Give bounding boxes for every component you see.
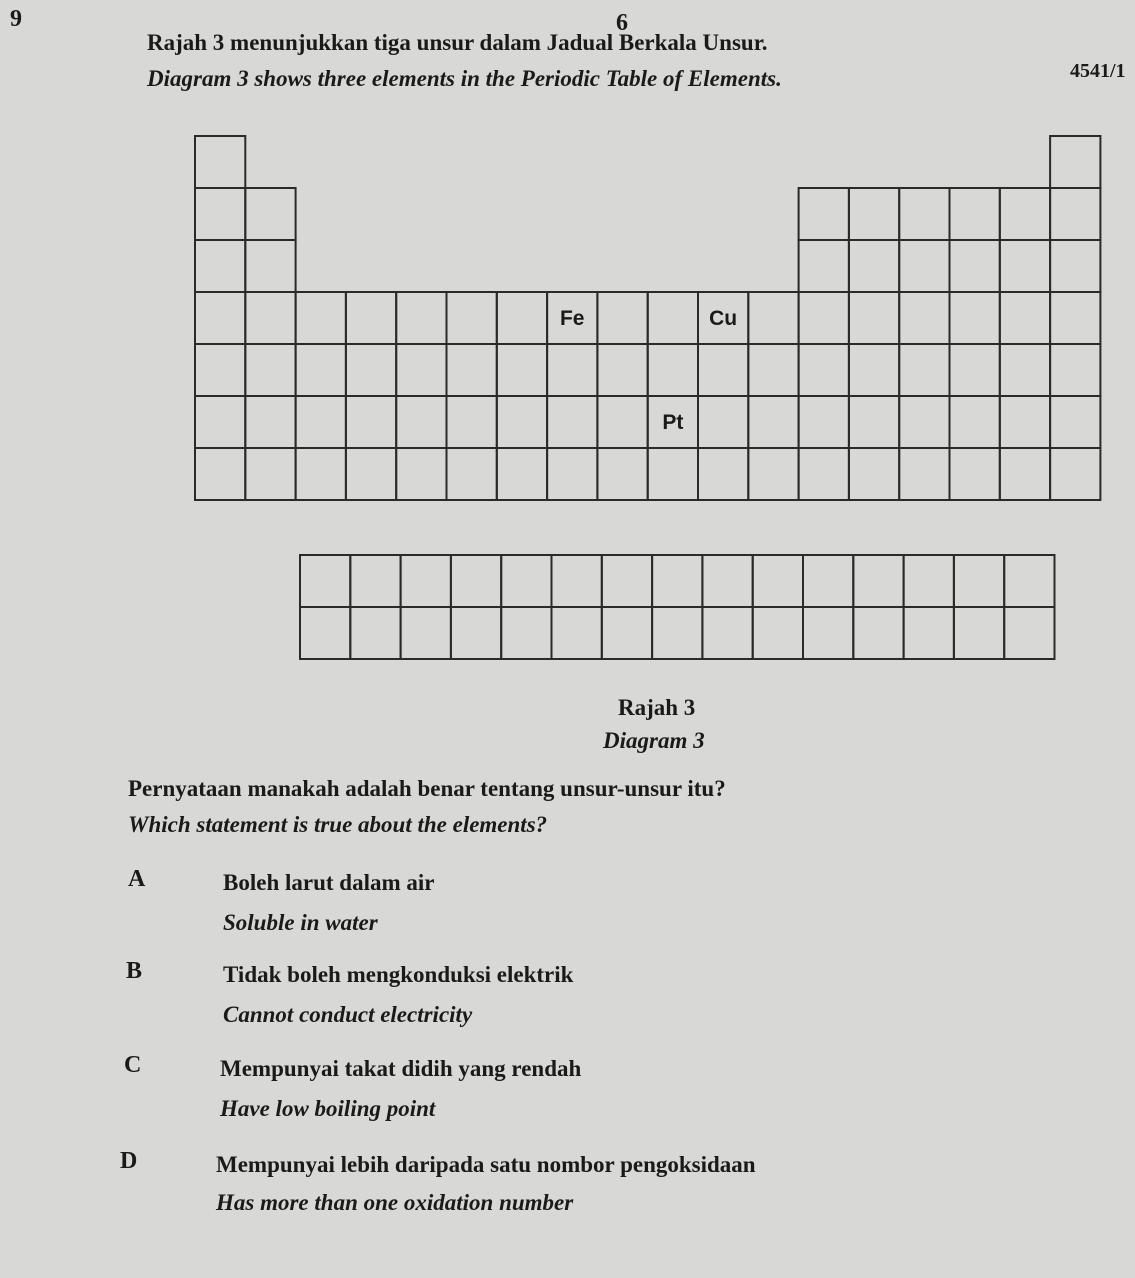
element-cu-label: Cu	[709, 307, 738, 330]
table-cell	[245, 396, 295, 448]
question-english: Which statement is true about the elements?	[128, 812, 548, 837]
f-block-cell	[552, 555, 602, 607]
paper-code: 4541/1	[1070, 60, 1126, 82]
table-cell	[899, 240, 949, 292]
table-cell	[849, 188, 899, 240]
table-cell	[195, 292, 245, 344]
f-block-cell	[501, 607, 551, 659]
table-cell	[195, 448, 245, 500]
table-cell	[245, 240, 295, 292]
table-cell	[950, 240, 1000, 292]
table-cell	[1050, 136, 1100, 188]
option-c-malay: Mempunyai takat didih yang rendah	[220, 1056, 582, 1081]
table-cell	[195, 136, 245, 188]
option-b-letter: B	[126, 958, 143, 984]
table-cell	[195, 396, 245, 448]
table-cell	[447, 344, 497, 396]
table-cell	[296, 396, 346, 448]
question-malay: Pernyataan manakah adalah benar tentang unsur-unsur itu?	[128, 776, 726, 801]
f-block-cell	[702, 607, 752, 659]
f-block-cell	[803, 555, 853, 607]
table-cell	[849, 448, 899, 500]
table-cell	[799, 448, 849, 500]
table-cell	[1050, 448, 1100, 500]
option-c-english: Have low boiling point	[220, 1096, 436, 1121]
f-block-cell	[602, 607, 652, 659]
table-cell	[547, 344, 597, 396]
table-cell	[597, 292, 647, 344]
f-block-cell	[753, 607, 803, 659]
table-cell	[648, 448, 698, 500]
table-cell	[748, 344, 798, 396]
table-cell	[1000, 240, 1050, 292]
element-fe-label: Fe	[559, 307, 585, 330]
f-block-cell	[350, 607, 400, 659]
table-cell	[497, 344, 547, 396]
table-cell	[849, 292, 899, 344]
table-cell	[346, 448, 396, 500]
table-cell	[748, 292, 798, 344]
table-cell	[899, 396, 949, 448]
table-cell	[396, 396, 446, 448]
table-cell	[245, 188, 295, 240]
table-cell	[447, 396, 497, 448]
f-block-cell	[1004, 607, 1054, 659]
table-cell	[849, 396, 899, 448]
stem-malay: Rajah 3 menunjukkan tiga unsur dalam Jadual Berkala Unsur.	[147, 30, 768, 55]
table-cell	[1050, 344, 1100, 396]
table-cell	[1050, 240, 1100, 292]
table-cell	[698, 448, 748, 500]
f-block-cell	[652, 555, 702, 607]
table-cell	[597, 396, 647, 448]
table-cell	[245, 292, 295, 344]
element-pt-label: Pt	[662, 411, 684, 434]
option-a-malay: Boleh larut dalam air	[223, 870, 435, 895]
table-cell	[296, 292, 346, 344]
table-cell	[799, 188, 849, 240]
table-cell	[296, 344, 346, 396]
table-cell	[799, 292, 849, 344]
f-block-cell	[753, 555, 803, 607]
f-block-cell	[853, 607, 903, 659]
table-cell	[950, 292, 1000, 344]
table-cell	[1050, 396, 1100, 448]
f-block-cell	[300, 555, 350, 607]
f-block-cell	[501, 555, 551, 607]
table-cell	[245, 344, 295, 396]
f-block-cell	[1004, 555, 1054, 607]
table-cell	[1000, 292, 1050, 344]
table-cell	[195, 344, 245, 396]
table-cell	[245, 448, 295, 500]
table-cell	[195, 188, 245, 240]
table-cell	[396, 344, 446, 396]
f-block-cell	[401, 555, 451, 607]
option-d-english: Has more than one oxidation number	[216, 1190, 574, 1215]
page-number: 6	[616, 10, 628, 36]
f-block-cell	[954, 607, 1004, 659]
f-block-cell	[904, 555, 954, 607]
table-cell	[1000, 344, 1050, 396]
table-cell	[748, 448, 798, 500]
table-cell	[950, 188, 1000, 240]
table-cell	[799, 240, 849, 292]
option-a-english: Soluble in water	[223, 910, 378, 935]
f-block-cell	[451, 607, 501, 659]
table-cell	[1000, 188, 1050, 240]
option-b-english: Cannot conduct electricity	[223, 1002, 473, 1027]
table-cell	[497, 448, 547, 500]
f-block-cell	[904, 607, 954, 659]
table-cell	[346, 396, 396, 448]
f-block-cell	[954, 555, 1004, 607]
table-cell	[1050, 292, 1100, 344]
table-cell	[950, 448, 1000, 500]
option-c-letter: C	[124, 1052, 142, 1078]
diagram-caption-english: Diagram 3	[603, 728, 705, 753]
table-cell	[899, 188, 949, 240]
f-block-cell	[702, 555, 752, 607]
table-cell	[597, 448, 647, 500]
table-cell	[547, 396, 597, 448]
table-cell	[447, 448, 497, 500]
question-number: 9	[10, 6, 22, 32]
table-cell	[698, 344, 748, 396]
table-cell	[950, 344, 1000, 396]
f-block-cell	[652, 607, 702, 659]
table-cell	[346, 292, 396, 344]
table-cell	[1000, 396, 1050, 448]
table-cell	[698, 396, 748, 448]
table-cell	[497, 396, 547, 448]
table-cell	[396, 448, 446, 500]
stem-english: Diagram 3 shows three elements in the Periodic Table of Elements.	[147, 66, 782, 91]
f-block-cell	[853, 555, 903, 607]
table-cell	[950, 396, 1000, 448]
f-block-cell	[451, 555, 501, 607]
table-cell	[396, 292, 446, 344]
table-cell	[899, 448, 949, 500]
table-cell	[899, 292, 949, 344]
table-cell	[799, 344, 849, 396]
f-block-cell	[401, 607, 451, 659]
table-cell	[648, 292, 698, 344]
table-cell	[597, 344, 647, 396]
table-cell	[799, 396, 849, 448]
option-b-malay: Tidak boleh mengkonduksi elektrik	[223, 962, 574, 987]
table-cell	[296, 448, 346, 500]
table-cell	[346, 344, 396, 396]
diagram-caption-malay: Rajah 3	[618, 695, 696, 720]
table-cell	[447, 292, 497, 344]
f-block-cell	[350, 555, 400, 607]
table-cell	[1000, 448, 1050, 500]
table-cell	[1050, 188, 1100, 240]
table-cell	[849, 344, 899, 396]
option-a-letter: A	[128, 866, 146, 892]
table-cell	[547, 448, 597, 500]
table-cell	[497, 292, 547, 344]
table-cell	[648, 344, 698, 396]
f-block-cell	[602, 555, 652, 607]
f-block-cell	[552, 607, 602, 659]
table-cell	[748, 396, 798, 448]
table-cell	[849, 240, 899, 292]
option-d-letter: D	[120, 1148, 138, 1174]
table-cell	[195, 240, 245, 292]
f-block-cell	[803, 607, 853, 659]
option-d-malay: Mempunyai lebih daripada satu nombor pengoksidaan	[216, 1152, 756, 1177]
f-block-cell	[300, 607, 350, 659]
table-cell	[899, 344, 949, 396]
